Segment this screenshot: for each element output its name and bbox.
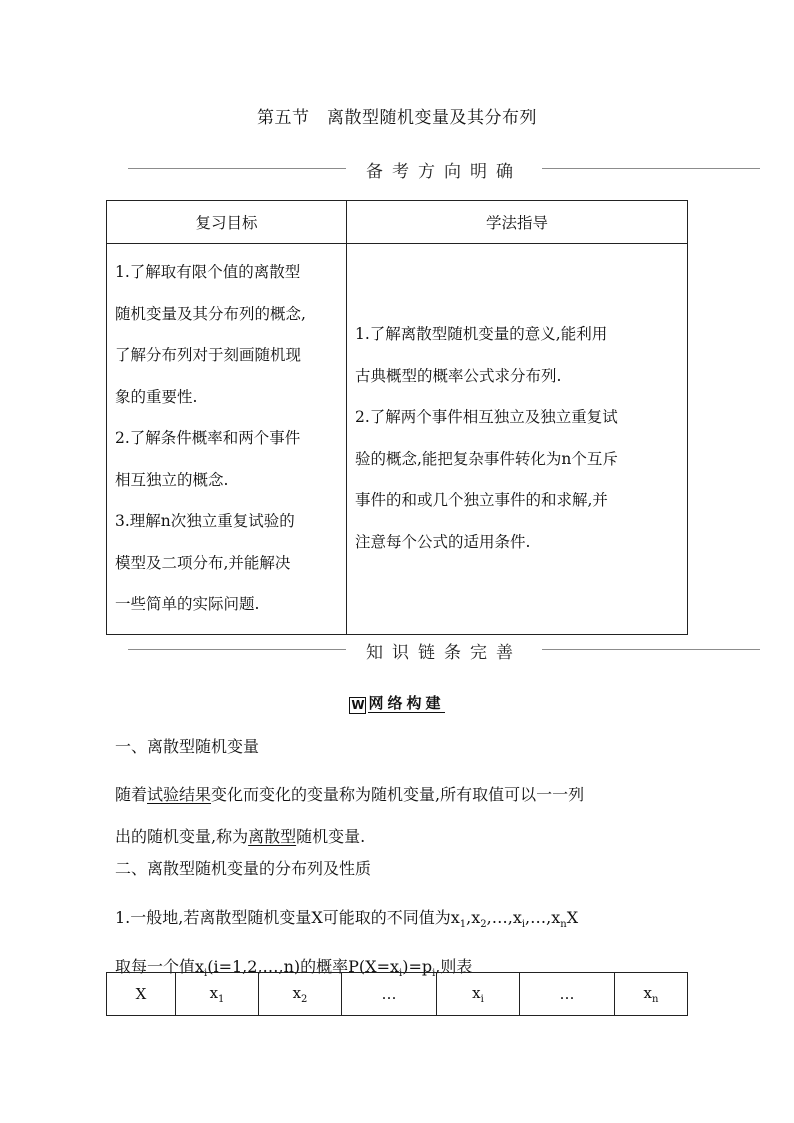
method-line: 事件的和或几个独立事件的和求解,并 (355, 491, 608, 510)
goals-line: 2.了解条件概率和两个事件 (115, 429, 301, 447)
section-title-prep: 备考方向明确 (366, 162, 522, 182)
section-title-knowledge: 知识链条完善 (366, 643, 522, 663)
distribution-table (106, 972, 688, 1016)
method-cell (347, 244, 688, 635)
heading-random-variable: 一、离散型随机变量 (115, 737, 260, 756)
goals-line: 了解分布列对于刻画随机现 (115, 346, 302, 364)
table-cell: $x_n$ (615, 973, 688, 1016)
goals-cell (107, 244, 347, 635)
table-cell: $x_1$ (176, 973, 259, 1016)
goals-header: 复习目标 (107, 201, 347, 244)
divider-line-left (128, 168, 346, 169)
underlined-term-discrete: 离散型 (248, 827, 297, 846)
method-line: 1.了解离散型随机变量的意义,能利用 (355, 325, 608, 344)
goals-line: 随机变量及其分布列的概念, (115, 304, 306, 323)
goals-line: 相互独立的概念. (115, 470, 229, 489)
paragraph-line: 取每一个值$x_i(i=1,2,\dots,n)$的概率$P(X=x_i)=p_i$,则表 (115, 957, 473, 980)
table-row (107, 973, 688, 1016)
paragraph-line: 出的随机变量,称为离散型随机变量. (115, 827, 366, 846)
network-label: 网络构建 (368, 694, 445, 712)
paragraph-definition (115, 774, 695, 858)
method-line: 2.了解两个事件相互独立及独立重复试 (355, 408, 618, 427)
table-cell: … (342, 973, 437, 1016)
divider-line-left (128, 649, 346, 650)
goals-line: 3.理解n次独立重复试验的 (115, 512, 295, 530)
goals-line: 象的重要性. (115, 387, 198, 406)
divider-line-right (542, 168, 760, 169)
section-divider-knowledge (128, 641, 760, 663)
w-logo-icon: W (351, 698, 365, 712)
method-header: 学法指导 (347, 201, 688, 244)
page-title: 第五节 离散型随机变量及其分布列 (257, 108, 537, 128)
table-cell: $x_2$ (259, 973, 342, 1016)
goals-line: 1.了解取有限个值的离散型 (115, 263, 301, 281)
paragraph-line: 1.一般地,若离散型随机变量X可能取的不同值为$x_1,x_2,\dots,x_i,\dots,x_nX$ (115, 908, 579, 931)
paragraph-line: 随着试验结果变化而变化的变量称为随机变量,所有取值可以一一列 (115, 785, 585, 804)
method-line: 注意每个公式的适用条件. (355, 532, 531, 551)
underlined-term-result: 试验结果 (147, 785, 212, 804)
network-heading (0, 692, 794, 714)
table-cell: … (520, 973, 615, 1016)
goals-line: 模型及二项分布,并能解决 (115, 553, 291, 572)
table-cell: $x_i$ (437, 973, 520, 1016)
heading-distribution: 二、离散型随机变量的分布列及性质 (115, 859, 372, 878)
divider-line-right (542, 649, 760, 650)
table-cell: X (107, 973, 176, 1016)
method-line: 古典概型的概率公式求分布列. (355, 366, 562, 385)
method-line: 验的概念,能把复杂事件转化为n个互斥 (355, 449, 618, 468)
goals-table (106, 200, 688, 635)
goals-line: 一些简单的实际问题. (115, 595, 260, 613)
section-divider-prep (128, 160, 760, 182)
